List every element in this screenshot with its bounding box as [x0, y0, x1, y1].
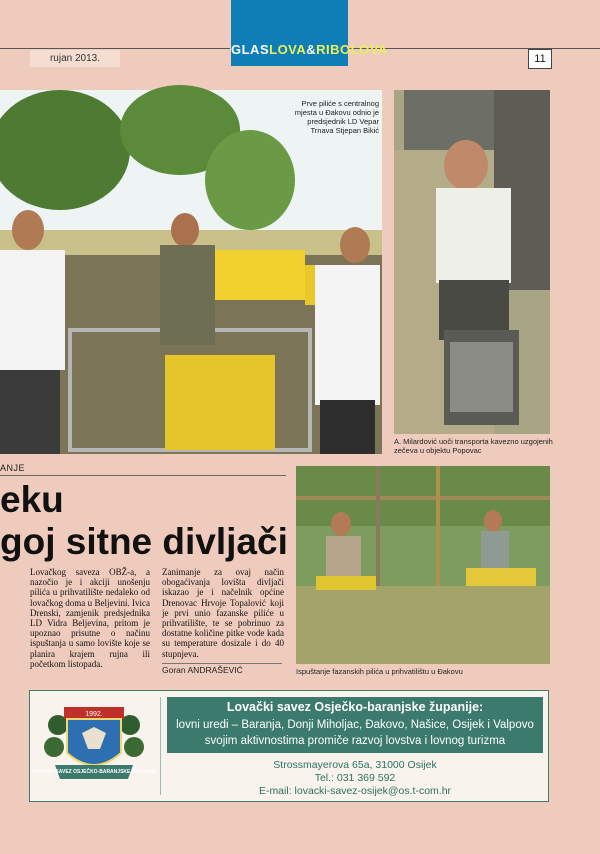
ad-separator: [160, 697, 161, 795]
photo-release-pen: [296, 466, 550, 664]
article-author: Goran ANDRAŠEVIĆ: [162, 665, 243, 675]
photo-crates: [0, 90, 382, 454]
headline-line-1: eku: [0, 479, 64, 520]
article-column-1: Lovačkog saveza OBŽ-a, a nazočio je i akciji unošenju pilića u prihvatilište nedaleko od lovačkog doma u Beljevini. Ivica Drenski, zamjenik predsjednika LD Vidra Beljevina, pritom je upoznao prisutne o načinu ispuštanja u samo lovište koje se planira krajem rujna ili početkom listopada.: [30, 567, 150, 669]
photo-release-illustration: [296, 466, 550, 664]
kicker-rule: [0, 475, 286, 476]
photo-cage: [394, 90, 550, 434]
logo-ampersand: &: [306, 42, 317, 57]
emblem-year: 1992.: [85, 711, 103, 718]
photo-cage-illustration: [394, 90, 550, 434]
author-rule: [162, 663, 282, 664]
emblem-graphic: [31, 697, 157, 795]
logo-word-ribolova: RIBOLOVA: [316, 42, 388, 57]
hunting-association-emblem: [31, 697, 157, 795]
section-kicker: ANJE: [0, 463, 26, 473]
photo-crates-illustration: [0, 90, 382, 454]
photo-caption-2: A. Milardović uoči transporta kavezno uzgojenih zečeva u objektu Popovac: [394, 437, 553, 455]
photo-caption-3: Ispuštanje fazanskih pilića u prihvatilištu u Đakovu: [296, 667, 463, 676]
issue-date: rujan 2013.: [30, 50, 120, 67]
masthead-title: [231, 42, 388, 57]
logo-word-glas: GLAS: [231, 42, 270, 57]
ad-address: Strossmayerova 65a, 31000 Osijek: [273, 759, 437, 771]
logo-word-lova: LOVA: [269, 42, 307, 57]
emblem-text: LOVAČKI SAVEZ OSJEČKO-BARANJSKE ŽUPANIJE: [31, 769, 157, 775]
page-number: 11: [528, 49, 552, 69]
headline-line-2: goj sitne divljači: [0, 521, 288, 562]
ad-description-line-1: lovni uredi – Baranja, Donji Miholjac, Đakovo, Našice, Osijek i Valpovo: [176, 719, 534, 731]
article-column-2: Zanimanje za ovaj način obogaćivanja lovišta divljači iskazao je i načelnik općine Drenovac Hrvoje Topalović koji je prvi unio fazanske piliće u prihvatilište, te se pobrinuo za dostatne količine pitke vode kada su temperature dosizale i do 40 stupnjeva.: [162, 567, 284, 659]
ad-title: Lovački savez Osječko-baranjske županije:: [226, 700, 484, 714]
photo-caption-1: Prve piliće s centralnog mjesta u Đakovu odnio je predsjednik LD Vepar Trnava Stjepan Bikić: [294, 99, 379, 135]
ad-phone: Tel.: 031 369 592: [314, 772, 396, 784]
ad-description: [167, 717, 543, 749]
header-rule-left: [0, 48, 230, 49]
ad-email: E-mail: lovacki-savez-osijek@os.t-com.hr: [258, 785, 452, 797]
ad-description-line-2: svojim aktivnostima promiče razvoj lovstva i lovnog turizma: [204, 735, 506, 747]
ad-contact: [167, 759, 543, 798]
